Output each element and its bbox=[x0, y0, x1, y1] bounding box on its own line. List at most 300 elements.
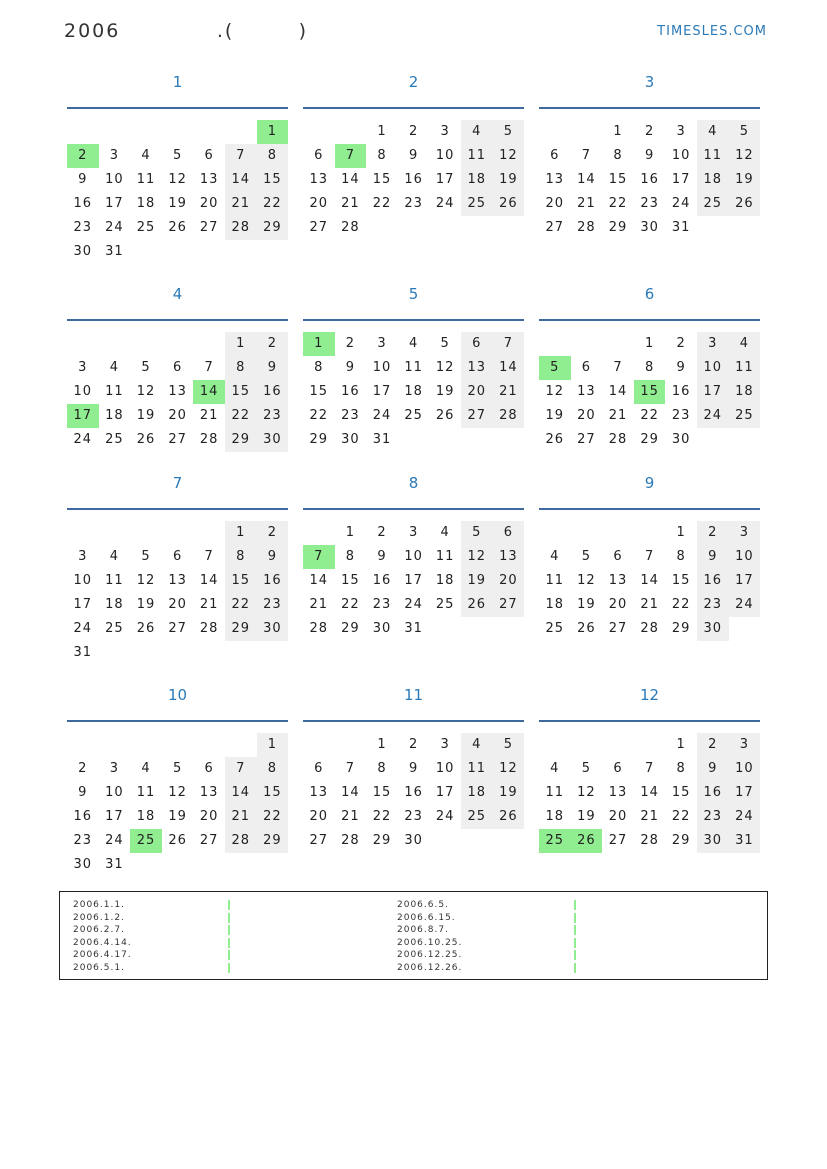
day-cell: 21 bbox=[493, 380, 525, 404]
day-cell: 15 bbox=[671, 785, 691, 800]
day-cell: 27 bbox=[545, 220, 565, 235]
month-rule bbox=[539, 508, 760, 510]
day-cell: 24 bbox=[105, 220, 124, 235]
day-cell: 25 bbox=[435, 597, 455, 612]
day-cell: 10 bbox=[697, 356, 729, 380]
day-cell: 30 bbox=[257, 617, 289, 641]
day-cell: 9 bbox=[676, 360, 686, 375]
day-cell: 30 bbox=[404, 833, 423, 848]
day-cell: 31 bbox=[404, 621, 423, 636]
day-cell: 26 bbox=[577, 621, 596, 636]
day-cell: 15 bbox=[372, 785, 392, 800]
day-cell: 10 bbox=[671, 148, 691, 163]
day-cell: 5 bbox=[172, 761, 183, 776]
day-cell: 10 bbox=[729, 757, 761, 781]
day-cell: 29 bbox=[225, 617, 257, 641]
day-cell: 13 bbox=[577, 384, 596, 399]
day-cell: 2 bbox=[697, 733, 729, 757]
day-cell: 30 bbox=[697, 617, 729, 641]
day-cell: 13 bbox=[309, 785, 329, 800]
day-cell: 24 bbox=[729, 805, 761, 829]
day-cell: 13 bbox=[461, 356, 493, 380]
day-cell: 15 bbox=[608, 172, 628, 187]
day-cell: 23 bbox=[404, 809, 423, 824]
day-cell: 21 bbox=[199, 408, 219, 423]
day-cell: 16 bbox=[257, 380, 289, 404]
day-cell: 9 bbox=[408, 148, 419, 163]
day-cell: 26 bbox=[435, 408, 455, 423]
day-cell: 28 bbox=[225, 216, 257, 240]
legend-marker bbox=[574, 925, 576, 935]
day-cell: 1 bbox=[644, 336, 655, 351]
day-cell: 11 bbox=[545, 573, 565, 588]
day-cell: 10 bbox=[105, 785, 124, 800]
month-title: 8 bbox=[408, 474, 419, 492]
day-cell: 20 bbox=[168, 408, 187, 423]
day-cell: 6 bbox=[550, 148, 560, 163]
day-cell: 22 bbox=[671, 809, 691, 824]
day-cell: 20 bbox=[309, 196, 329, 211]
day-cell: 6 bbox=[314, 761, 324, 776]
day-cell: 20 bbox=[168, 597, 187, 612]
day-cell: 25 bbox=[136, 220, 156, 235]
day-cell: 7 bbox=[204, 360, 214, 375]
month-5 bbox=[303, 285, 524, 476]
legend-marker bbox=[228, 900, 230, 910]
day-cell: 13 bbox=[309, 172, 329, 187]
day-cell: 27 bbox=[168, 432, 187, 447]
day-cell: 26 bbox=[168, 220, 187, 235]
day-cell: 4 bbox=[408, 336, 419, 351]
day-cell: 29 bbox=[341, 621, 360, 636]
day-cell: 17 bbox=[435, 785, 455, 800]
day-cell: 30 bbox=[697, 829, 729, 853]
month-rule bbox=[67, 720, 288, 722]
day-cell: 13 bbox=[608, 785, 628, 800]
day-cell: 14 bbox=[577, 172, 596, 187]
legend-date: 2006.5.1. bbox=[73, 962, 125, 973]
day-cell: 26 bbox=[545, 432, 565, 447]
title-close-paren: ) bbox=[298, 20, 309, 42]
day-cell: 11 bbox=[461, 757, 493, 781]
day-cell: 18 bbox=[697, 168, 729, 192]
day-cell: 2 bbox=[408, 737, 419, 752]
day-cell: 13 bbox=[199, 785, 219, 800]
day-cell: 13 bbox=[199, 172, 219, 187]
legend-date: 2006.4.14. bbox=[73, 937, 132, 948]
day-cell: 4 bbox=[440, 525, 450, 540]
day-cell: 27 bbox=[608, 833, 628, 848]
day-cell: 8 bbox=[257, 144, 289, 168]
legend-date: 2006.10.25. bbox=[397, 937, 463, 948]
day-cell: 5 bbox=[729, 120, 761, 144]
day-cell: 6 bbox=[314, 148, 324, 163]
day-cell: 11 bbox=[404, 360, 423, 375]
day-cell: 1 bbox=[377, 737, 387, 752]
day-cell: 25 bbox=[461, 805, 493, 829]
day-cell: 8 bbox=[377, 148, 387, 163]
day-cell: 21 bbox=[640, 809, 659, 824]
day-cell: 12 bbox=[461, 545, 493, 569]
day-cell: 15 bbox=[225, 380, 257, 404]
day-cell: 10 bbox=[372, 360, 392, 375]
day-cell: 16 bbox=[697, 781, 729, 805]
day-cell: 30 bbox=[257, 428, 289, 452]
day-cell: 22 bbox=[341, 597, 360, 612]
day-cell: 4 bbox=[697, 120, 729, 144]
day-cell: 8 bbox=[225, 545, 257, 569]
day-cell: 14 bbox=[493, 356, 525, 380]
legend-marker bbox=[574, 963, 576, 973]
day-cell: 17 bbox=[372, 384, 392, 399]
holiday-day-cell: 26 bbox=[571, 829, 603, 853]
day-cell: 11 bbox=[136, 785, 156, 800]
day-cell: 3 bbox=[109, 761, 120, 776]
legend-date: 2006.1.1. bbox=[73, 900, 125, 910]
day-cell: 6 bbox=[613, 761, 623, 776]
brand-link[interactable]: TIMESLES.COM bbox=[657, 24, 767, 39]
day-cell: 4 bbox=[109, 360, 120, 375]
day-cell: 13 bbox=[493, 545, 525, 569]
day-cell: 22 bbox=[309, 408, 329, 423]
day-cell: 7 bbox=[644, 761, 655, 776]
day-cell: 10 bbox=[435, 761, 455, 776]
day-cell: 22 bbox=[225, 593, 257, 617]
day-cell: 23 bbox=[372, 597, 392, 612]
day-cell: 30 bbox=[640, 220, 659, 235]
day-cell: 3 bbox=[377, 336, 387, 351]
day-cell: 12 bbox=[168, 785, 187, 800]
day-cell: 30 bbox=[372, 621, 392, 636]
holiday-day-cell: 7 bbox=[335, 144, 367, 168]
month-rule bbox=[539, 720, 760, 722]
day-cell: 3 bbox=[729, 733, 761, 757]
day-cell: 5 bbox=[440, 336, 450, 351]
day-cell: 2 bbox=[676, 336, 686, 351]
legend-marker bbox=[228, 938, 230, 948]
day-cell: 25 bbox=[461, 192, 493, 216]
day-cell: 31 bbox=[73, 645, 93, 660]
holiday-day-cell: 5 bbox=[539, 356, 571, 380]
holiday-day-cell: 25 bbox=[539, 829, 571, 853]
day-cell: 28 bbox=[608, 432, 628, 447]
day-cell: 23 bbox=[640, 196, 659, 211]
day-cell: 26 bbox=[493, 192, 525, 216]
day-cell: 19 bbox=[493, 781, 525, 805]
day-cell: 27 bbox=[199, 220, 219, 235]
day-cell: 26 bbox=[136, 432, 156, 447]
holiday-day-cell: 1 bbox=[257, 120, 289, 144]
day-cell: 18 bbox=[105, 597, 124, 612]
day-cell: 14 bbox=[640, 573, 659, 588]
day-cell: 7 bbox=[225, 144, 257, 168]
day-cell: 20 bbox=[577, 408, 596, 423]
legend-date: 2006.4.17. bbox=[73, 950, 132, 960]
day-cell: 22 bbox=[372, 196, 392, 211]
day-cell: 18 bbox=[435, 573, 455, 588]
day-cell: 3 bbox=[109, 148, 120, 163]
day-cell: 26 bbox=[168, 833, 187, 848]
day-cell: 5 bbox=[493, 733, 525, 757]
holiday-day-cell: 25 bbox=[130, 829, 162, 853]
month-title: 4 bbox=[172, 285, 183, 303]
day-cell: 23 bbox=[404, 196, 423, 211]
day-cell: 14 bbox=[341, 172, 360, 187]
day-cell: 10 bbox=[435, 148, 455, 163]
day-cell: 5 bbox=[581, 549, 592, 564]
day-cell: 3 bbox=[440, 124, 450, 139]
day-cell: 1 bbox=[225, 521, 257, 545]
day-cell: 9 bbox=[697, 545, 729, 569]
day-cell: 7 bbox=[493, 332, 525, 356]
day-cell: 19 bbox=[577, 809, 596, 824]
day-cell: 14 bbox=[640, 785, 659, 800]
day-cell: 2 bbox=[408, 124, 419, 139]
legend-date: 2006.6.5. bbox=[397, 900, 449, 910]
day-cell: 29 bbox=[372, 833, 392, 848]
day-cell: 23 bbox=[257, 593, 289, 617]
day-cell: 6 bbox=[172, 549, 183, 564]
day-cell: 22 bbox=[671, 597, 691, 612]
day-cell: 12 bbox=[577, 573, 596, 588]
day-cell: 27 bbox=[199, 833, 219, 848]
day-cell: 11 bbox=[697, 144, 729, 168]
day-cell: 28 bbox=[199, 432, 219, 447]
month-rule bbox=[303, 319, 524, 321]
day-cell: 24 bbox=[697, 404, 729, 428]
day-cell: 23 bbox=[697, 593, 729, 617]
day-cell: 15 bbox=[257, 168, 289, 192]
day-cell: 1 bbox=[225, 332, 257, 356]
day-cell: 14 bbox=[341, 785, 360, 800]
day-cell: 30 bbox=[73, 244, 93, 259]
month-8 bbox=[303, 474, 524, 665]
legend-marker bbox=[228, 925, 230, 935]
month-11 bbox=[303, 686, 524, 877]
day-cell: 5 bbox=[172, 148, 183, 163]
day-cell: 19 bbox=[136, 408, 156, 423]
day-cell: 7 bbox=[581, 148, 592, 163]
day-cell: 27 bbox=[493, 593, 525, 617]
day-cell: 12 bbox=[136, 573, 156, 588]
day-cell: 19 bbox=[136, 597, 156, 612]
month-title: 5 bbox=[408, 285, 419, 303]
day-cell: 22 bbox=[257, 192, 289, 216]
day-cell: 23 bbox=[341, 408, 360, 423]
legend-date: 2006.2.7. bbox=[73, 925, 125, 935]
day-cell: 18 bbox=[136, 809, 156, 824]
day-cell: 23 bbox=[73, 833, 93, 848]
day-cell: 15 bbox=[671, 573, 691, 588]
day-cell: 21 bbox=[608, 408, 628, 423]
day-cell: 14 bbox=[309, 573, 329, 588]
day-cell: 27 bbox=[577, 432, 596, 447]
day-cell: 1 bbox=[676, 737, 686, 752]
day-cell: 5 bbox=[141, 549, 151, 564]
day-cell: 10 bbox=[73, 573, 93, 588]
day-cell: 17 bbox=[729, 569, 761, 593]
day-cell: 26 bbox=[493, 805, 525, 829]
day-cell: 28 bbox=[341, 220, 360, 235]
month-rule bbox=[539, 107, 760, 109]
day-cell: 14 bbox=[608, 384, 628, 399]
legend-marker bbox=[228, 950, 230, 960]
day-cell: 12 bbox=[493, 757, 525, 781]
month-6 bbox=[539, 285, 760, 476]
day-cell: 15 bbox=[309, 384, 329, 399]
day-cell: 29 bbox=[257, 216, 289, 240]
day-cell: 3 bbox=[729, 521, 761, 545]
day-cell: 1 bbox=[377, 124, 387, 139]
day-cell: 7 bbox=[613, 360, 623, 375]
day-cell: 30 bbox=[341, 432, 360, 447]
month-9 bbox=[539, 474, 760, 665]
month-title: 11 bbox=[403, 686, 424, 704]
day-cell: 28 bbox=[199, 621, 219, 636]
day-cell: 9 bbox=[345, 360, 356, 375]
day-cell: 27 bbox=[309, 833, 329, 848]
day-cell: 4 bbox=[109, 549, 120, 564]
day-cell: 4 bbox=[550, 549, 560, 564]
day-cell: 1 bbox=[257, 733, 289, 757]
day-cell: 17 bbox=[105, 196, 124, 211]
day-cell: 29 bbox=[225, 428, 257, 452]
day-cell: 28 bbox=[493, 404, 525, 428]
legend-date: 2006.6.15. bbox=[397, 912, 456, 923]
day-cell: 23 bbox=[697, 805, 729, 829]
day-cell: 8 bbox=[676, 549, 686, 564]
day-cell: 10 bbox=[73, 384, 93, 399]
month-title: 1 bbox=[172, 73, 183, 91]
legend-date: 2006.8.7. bbox=[397, 925, 449, 935]
day-cell: 2 bbox=[257, 521, 289, 545]
day-cell: 26 bbox=[461, 593, 493, 617]
day-cell: 27 bbox=[168, 621, 187, 636]
day-cell: 16 bbox=[640, 172, 659, 187]
legend-date: 2006.1.2. bbox=[73, 912, 125, 923]
day-cell: 25 bbox=[697, 192, 729, 216]
day-cell: 19 bbox=[168, 196, 187, 211]
day-cell: 1 bbox=[345, 525, 356, 540]
day-cell: 9 bbox=[697, 757, 729, 781]
day-cell: 9 bbox=[644, 148, 655, 163]
day-cell: 5 bbox=[141, 360, 151, 375]
holiday-day-cell: 17 bbox=[67, 404, 99, 428]
day-cell: 1 bbox=[676, 525, 686, 540]
day-cell: 29 bbox=[608, 220, 628, 235]
day-cell: 25 bbox=[545, 621, 565, 636]
day-cell: 21 bbox=[225, 192, 257, 216]
day-cell: 11 bbox=[435, 549, 455, 564]
day-cell: 26 bbox=[136, 621, 156, 636]
legend-marker bbox=[574, 938, 576, 948]
day-cell: 9 bbox=[257, 356, 289, 380]
day-cell: 21 bbox=[309, 597, 329, 612]
month-rule bbox=[67, 319, 288, 321]
legend-date: 2006.12.26. bbox=[397, 962, 463, 973]
day-cell: 22 bbox=[640, 408, 659, 423]
day-cell: 29 bbox=[257, 829, 289, 853]
day-cell: 16 bbox=[671, 384, 691, 399]
day-cell: 10 bbox=[404, 549, 423, 564]
day-cell: 13 bbox=[608, 573, 628, 588]
day-cell: 9 bbox=[377, 549, 387, 564]
day-cell: 24 bbox=[404, 597, 423, 612]
day-cell: 7 bbox=[225, 757, 257, 781]
day-cell: 22 bbox=[225, 404, 257, 428]
month-4 bbox=[67, 285, 288, 476]
day-cell: 27 bbox=[309, 220, 329, 235]
day-cell: 20 bbox=[608, 597, 628, 612]
day-cell: 29 bbox=[671, 833, 691, 848]
month-title: 6 bbox=[644, 285, 655, 303]
day-cell: 6 bbox=[461, 332, 493, 356]
day-cell: 17 bbox=[73, 597, 93, 612]
day-cell: 24 bbox=[729, 593, 761, 617]
day-cell: 6 bbox=[613, 549, 623, 564]
day-cell: 21 bbox=[199, 597, 219, 612]
holiday-day-cell: 14 bbox=[193, 380, 225, 404]
legend-marker bbox=[574, 900, 576, 910]
month-title: 7 bbox=[172, 474, 183, 492]
day-cell: 7 bbox=[345, 761, 356, 776]
day-cell: 23 bbox=[73, 220, 93, 235]
day-cell: 16 bbox=[73, 196, 93, 211]
day-cell: 31 bbox=[105, 244, 124, 259]
day-cell: 24 bbox=[105, 833, 124, 848]
day-cell: 19 bbox=[545, 408, 565, 423]
day-cell: 12 bbox=[729, 144, 761, 168]
month-title: 10 bbox=[167, 686, 188, 704]
day-cell: 9 bbox=[78, 172, 88, 187]
day-cell: 6 bbox=[493, 521, 525, 545]
day-cell: 25 bbox=[105, 621, 124, 636]
day-cell: 4 bbox=[141, 148, 151, 163]
day-cell: 16 bbox=[697, 569, 729, 593]
day-cell: 18 bbox=[136, 196, 156, 211]
day-cell: 24 bbox=[671, 196, 691, 211]
day-cell: 31 bbox=[105, 857, 124, 872]
day-cell: 8 bbox=[345, 549, 356, 564]
day-cell: 17 bbox=[435, 172, 455, 187]
month-3 bbox=[539, 73, 760, 264]
holiday-legend bbox=[59, 891, 768, 980]
day-cell: 29 bbox=[640, 432, 659, 447]
day-cell: 15 bbox=[225, 569, 257, 593]
day-cell: 16 bbox=[257, 569, 289, 593]
day-cell: 18 bbox=[545, 809, 565, 824]
day-cell: 9 bbox=[408, 761, 419, 776]
day-cell: 31 bbox=[671, 220, 691, 235]
holiday-day-cell: 15 bbox=[634, 380, 666, 404]
day-cell: 2 bbox=[377, 525, 387, 540]
day-cell: 18 bbox=[105, 408, 124, 423]
day-cell: 4 bbox=[461, 120, 493, 144]
day-cell: 17 bbox=[404, 573, 423, 588]
month-title: 9 bbox=[644, 474, 655, 492]
day-cell: 20 bbox=[199, 196, 219, 211]
month-rule bbox=[67, 107, 288, 109]
month-title: 3 bbox=[644, 73, 655, 91]
day-cell: 16 bbox=[341, 384, 360, 399]
day-cell: 1 bbox=[613, 124, 623, 139]
holiday-day-cell: 2 bbox=[67, 144, 99, 168]
month-2 bbox=[303, 73, 524, 264]
day-cell: 11 bbox=[105, 573, 124, 588]
day-cell: 19 bbox=[435, 384, 455, 399]
day-cell: 2 bbox=[78, 761, 88, 776]
day-cell: 8 bbox=[314, 360, 324, 375]
